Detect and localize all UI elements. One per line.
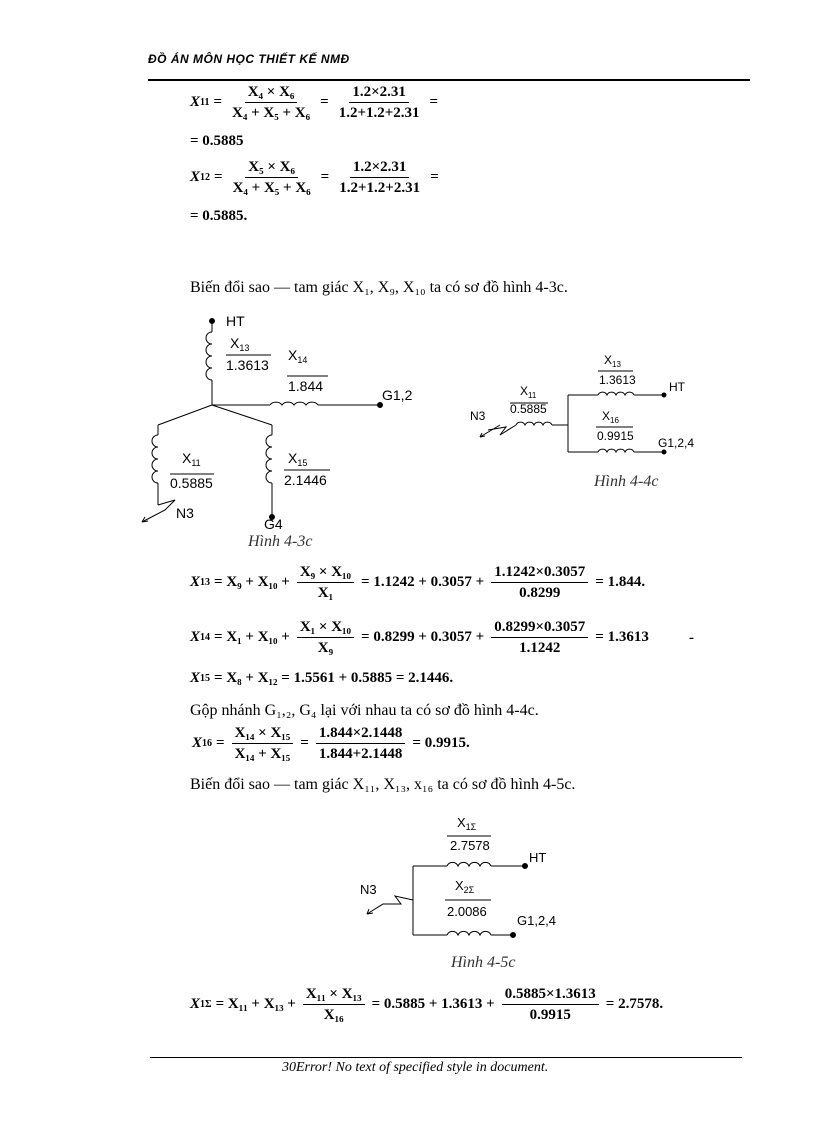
frac-num: X₁₁ × X₁₃: [303, 984, 365, 1005]
equation-x16: X 16 = $\frac{\text{X₁₄ × X₁₅}}{\text{X₁₄ + X₁₅}}$ = $\frac{1.844\times 2.1448}{1.844+2.1448}$ = 0.9915.: [192, 725, 470, 762]
caption-fig-4-3c: Hình 4-3c: [248, 533, 313, 550]
equation-x11-result: = 0.5885: [190, 133, 244, 149]
value-x13: 1.3613: [226, 357, 269, 373]
fraction: [303, 984, 365, 1025]
fraction-values: [491, 617, 588, 658]
label-x14: $X_{14}$: [288, 347, 308, 365]
value-x11: 0.5885: [170, 475, 213, 491]
frac-num: X₁ × X₁₀: [297, 617, 354, 638]
label-ht: HT: [226, 313, 245, 329]
fraction: [297, 562, 354, 603]
fraction-values: [336, 82, 423, 123]
label-n3: N3: [360, 882, 377, 897]
fraction: [232, 723, 294, 764]
eq-lhs-sub: 11: [200, 97, 210, 108]
equation-x12-result: = 0.5885.: [190, 208, 248, 224]
eq-result: = 2.7578.: [605, 996, 664, 1012]
eq-rhs-symbolic: = X₁₁ + X₁₃ +: [215, 996, 296, 1012]
value-x13: 1.3613: [599, 373, 636, 387]
eq-lhs: X: [190, 94, 201, 110]
frac-num: X₄ × X₆: [245, 82, 298, 103]
label-x2-sigma: $X_{2\Sigma}$: [455, 878, 475, 895]
fraction-values: [491, 562, 588, 603]
eq-lhs: X: [190, 996, 201, 1012]
header-rule: [148, 79, 750, 81]
paragraph-star-delta-1: Biến đổi sao — tam giác X₁, X₉, X₁₀ ta có sơ đồ hình 4-3c.: [190, 279, 568, 296]
eq-rhs-values: = 0.5885 + 1.3613 +: [371, 996, 495, 1012]
eq-lhs: X: [190, 169, 201, 185]
frac-num: 1.844×2.1448: [316, 723, 406, 744]
frac-den: X₁: [317, 585, 334, 601]
eq-result: = 0.9915.: [412, 735, 470, 751]
equation-x12: X 12 = $\frac{\text{X₅ × X₆}}{\text{X₄ + X₅ + X₆}}$ = $\frac{1.2\times 2.31}{1.2+1.2+2.31}$ =: [190, 159, 439, 196]
frac-den: X₉: [317, 640, 334, 656]
label-g124: G1,2,4: [517, 913, 557, 928]
eq-lhs-sub: 15: [200, 673, 211, 684]
fraction: [297, 617, 354, 658]
label-g4: G4: [264, 516, 283, 532]
eq-rhs-symbolic: = X₁ + X₁₀ +: [214, 629, 290, 645]
frac-num: 1.1242×0.3057: [491, 562, 588, 583]
frac-den: X₁₄ + X₁₅: [234, 746, 291, 762]
frac-den: X₁₆: [323, 1007, 344, 1023]
eq-rhs-values: = 1.1242 + 0.3057 +: [361, 574, 485, 590]
label-x11: $X_{11}$: [182, 450, 201, 468]
value-x1-sigma: 2.7578: [450, 838, 490, 853]
fraction: [229, 82, 313, 123]
caption-fig-4-5c: Hình 4-5c: [451, 954, 516, 971]
frac-den: 1.1242: [519, 640, 561, 656]
frac-den: 1.2+1.2+2.31: [339, 180, 421, 196]
fraction-values: [336, 157, 423, 198]
label-n3: N3: [176, 505, 194, 521]
equation-x14: [190, 617, 653, 658]
value-x16: 0.9915: [597, 429, 634, 443]
frac-den: 1.2+1.2+2.31: [338, 105, 420, 121]
paragraph-star-delta-2: Biến đổi sao — tam giác X₁₁, X₁₃, x₁₆ ta có sơ đồ hình 4-5c.: [190, 776, 576, 793]
equation-x1-sigma: [190, 984, 667, 1025]
diagram-fig-4-5c: [355, 812, 585, 947]
label-g124: G1,2,4: [658, 436, 695, 450]
label-n3: N3: [470, 409, 486, 423]
frac-den: 1.844+2.1448: [318, 746, 403, 762]
paragraph-merge-branches: Gộp nhánh G₁,₂, G₄ lại với nhau ta có sơ đồ hình 4-4c.: [190, 702, 539, 719]
frac-num: X₉ × X₁₀: [297, 562, 354, 583]
page-header-title: ĐỒ ÁN MÔN HỌC THIẾT KẾ NMĐ: [148, 52, 350, 66]
eq-lhs: X: [190, 629, 201, 645]
frac-num: 1.2×2.31: [350, 157, 410, 178]
frac-den: 0.9915: [529, 1007, 571, 1023]
label-x11: $X_{11}$: [520, 384, 537, 400]
eq-lhs: X: [190, 574, 201, 590]
eq-result: = 1.3613: [595, 629, 649, 645]
caption-fig-4-4c: Hình 4-4c: [594, 473, 659, 490]
footer-text: 30Error! No text of specified style in document.: [282, 1060, 549, 1075]
frac-num: X₅ × X₆: [245, 157, 298, 178]
eq-lhs-sub: 1Σ: [200, 999, 212, 1010]
equation-x11: X 11 = $\frac{\text{X₄ × X₆}}{\text{X₄ + X₅ + X₆}}$ = $\frac{1.2\times 2.31}{1.2+1.2+2.31}$ =: [190, 84, 439, 121]
label-g12: G1,2: [382, 387, 413, 403]
value-x2-sigma: 2.0086: [447, 904, 487, 919]
frac-den: X₄ + X₅ + X₆: [232, 180, 311, 196]
frac-num: 1.2×2.31: [349, 82, 409, 103]
eq-lhs-sub: 14: [200, 632, 211, 643]
eq-lhs-sub: 16: [202, 738, 213, 749]
frac-num: 0.5885×1.3613: [502, 984, 599, 1005]
equation-x13: [190, 562, 649, 603]
label-x16: $X_{16}$: [602, 409, 619, 425]
fraction: [230, 157, 314, 198]
equation-x15: [190, 670, 457, 687]
eq-rhs-values: = 0.8299 + 0.3057 +: [361, 629, 485, 645]
frac-num: 0.8299×0.3057: [491, 617, 588, 638]
diagram-fig-4-4c: [470, 345, 700, 460]
value-x14: 1.844: [288, 378, 324, 394]
frac-den: 0.8299: [519, 585, 561, 601]
label-x13: $X_{13}$: [230, 335, 250, 353]
eq-lhs: X: [192, 735, 203, 751]
footer-rule: [150, 1057, 742, 1058]
fraction-values: [316, 723, 406, 764]
eq-lhs-sub: 12: [200, 172, 211, 183]
label-x15: $X_{15}$: [288, 450, 308, 468]
eq-result: = 1.844.: [595, 574, 646, 590]
value-x11: 0.5885: [510, 402, 547, 416]
frac-num: X₁₄ × X₁₅: [232, 723, 294, 744]
diagram-fig-4-3c: [130, 310, 460, 550]
label-ht: HT: [669, 380, 685, 394]
equation-x14-trailing-mark: -: [689, 630, 694, 646]
frac-den: X₄ + X₅ + X₆: [232, 105, 311, 121]
label-x13: $X_{13}$: [604, 353, 621, 369]
eq-rhs-symbolic: = X₉ + X₁₀ +: [214, 574, 290, 590]
fraction-values: [502, 984, 599, 1025]
label-ht: HT: [529, 850, 547, 865]
eq-rhs: = X₈ + X₁₂ = 1.5561 + 0.5885 = 2.1446.: [214, 670, 454, 686]
value-x15: 2.1446: [284, 472, 327, 488]
label-x1-sigma: $X_{1\Sigma}$: [457, 815, 477, 832]
eq-lhs-sub: 13: [200, 577, 211, 588]
eq-lhs: X: [190, 670, 201, 686]
